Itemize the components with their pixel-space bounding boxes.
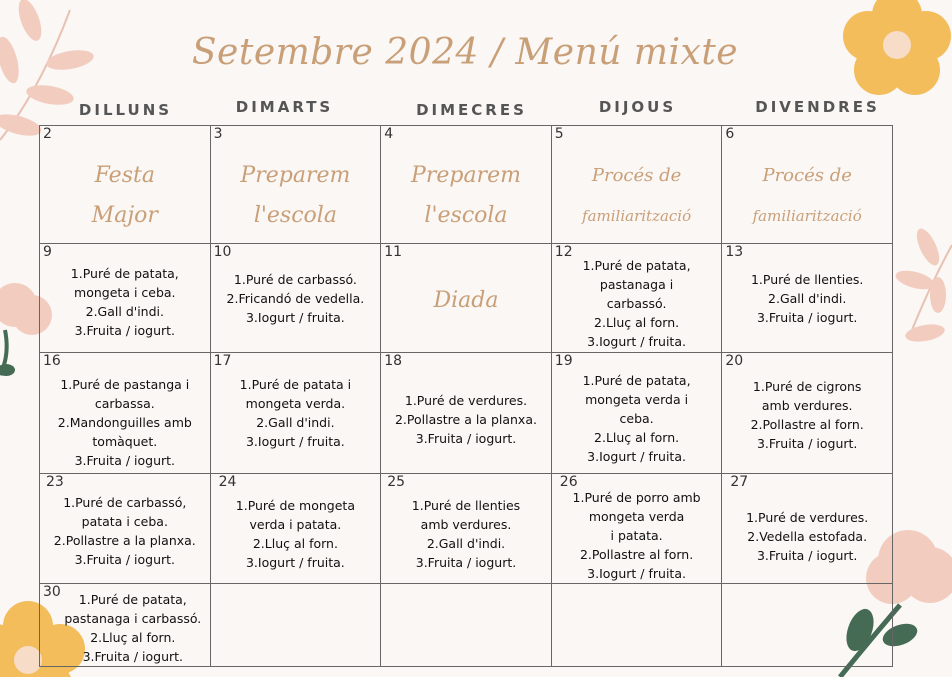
header-dilluns: DILLUNS (78, 101, 173, 119)
day-number: 13 (725, 244, 744, 260)
day-number: 27 (730, 474, 749, 490)
menu-line: 3.Iogurt / fruita. (587, 449, 686, 464)
special-line: Procés de (591, 165, 682, 186)
menu-line: tomàquet. (92, 434, 158, 449)
menu-line: 1.Puré de verdures. (404, 393, 528, 408)
menu-line: amb verdures. (420, 517, 512, 532)
menu-line: 2.Lluç al forn. (252, 536, 338, 551)
menu-line: 3.Fruita / iogurt. (756, 310, 858, 325)
menu-line: 2.Gall d'indi. (256, 415, 335, 430)
menu-line: 1.Puré de mongeta (235, 498, 355, 513)
calendar-cell (210, 474, 381, 584)
menu-line: 1.Puré de carbassó, (63, 495, 187, 510)
calendar-cell-empty (551, 584, 722, 667)
header-dimarts: DIMARTS (235, 98, 334, 116)
day-number: 24 (218, 474, 237, 490)
menu-line: mongeta verda i (585, 392, 689, 407)
day-number: 12 (554, 244, 573, 260)
menu-line: 3.Iogurt / fruita. (245, 555, 345, 570)
menu-line: 2.Vedella estofada. (747, 529, 868, 544)
menu-line: 2.Lluç al forn. (594, 315, 680, 330)
calendar-cell (210, 353, 381, 474)
menu-line: 3.Iogurt / fruita. (245, 434, 345, 449)
special-line: Preparem (240, 163, 351, 188)
day-number: 19 (554, 353, 573, 369)
calendar-cell (722, 353, 893, 474)
menu-line: 3.Fruita / iogurt. (415, 431, 517, 446)
calendar-cell (551, 353, 722, 474)
menu-line: verda i patata. (249, 517, 342, 532)
special-line: l'escola (424, 203, 508, 228)
menu-line: 2.Pollastre a la planxa. (53, 533, 196, 548)
calendar-grid (39, 125, 893, 667)
special-line: Preparem (411, 163, 521, 188)
menu-line: 3.Fruita / iogurt. (74, 453, 176, 468)
calendar-cell-empty (722, 584, 893, 667)
diada-label: Diada (433, 288, 499, 313)
menu-line: 3.Iogurt / fruita. (245, 310, 345, 325)
menu-line: 1.Puré de porro amb (572, 490, 701, 505)
menu-line: ceba. (619, 411, 654, 426)
menu-line: 3.Fruita / iogurt. (82, 649, 184, 664)
special-line: Major (91, 203, 158, 228)
calendar-cell-empty (210, 584, 381, 667)
special-line: Festa (94, 163, 155, 188)
day-number: 5 (554, 126, 564, 142)
menu-line: 1.Puré de llenties (411, 498, 521, 513)
menu-line: 2.Mandonguilles amb (57, 415, 192, 430)
calendar-cell (40, 353, 211, 474)
menu-line: 2.Gall d'indi. (85, 304, 164, 319)
calendar-cell (40, 474, 211, 584)
calendar-cell-empty (381, 584, 552, 667)
menu-line: 3.Fruita / iogurt. (74, 323, 176, 338)
calendar-cell (381, 353, 552, 474)
calendar-cell (381, 244, 552, 353)
menu-line: mongeta i ceba. (74, 285, 176, 300)
calendar-cell (381, 474, 552, 584)
menu-line: 1.Puré de patata, (70, 266, 179, 281)
menu-line: carbassó. (606, 296, 667, 311)
calendar-cell (722, 474, 893, 584)
menu-line: 1.Puré de patata i (239, 377, 352, 392)
calendar-cell (381, 126, 552, 244)
menu-line: pastanaga i carbassó. (64, 611, 202, 626)
menu-line: 2.Pollastre al forn. (750, 417, 864, 432)
day-number: 4 (384, 126, 394, 142)
day-number: 26 (559, 474, 578, 490)
menu-line: i patata. (610, 528, 663, 543)
menu-line: 1.Puré de carbassó. (233, 272, 357, 287)
day-number: 9 (43, 244, 52, 260)
menu-line: patata i ceba. (81, 514, 168, 529)
menu-line: 2.Pollastre al forn. (579, 547, 694, 562)
menu-line: 2.Pollastre a la planxa. (394, 412, 537, 427)
menu-line: mongeta verda. (245, 396, 346, 411)
menu-line: amb verdures. (761, 398, 853, 413)
calendar-cell (40, 584, 211, 667)
day-number: 20 (725, 353, 744, 369)
calendar-cell (40, 126, 211, 244)
menu-line: 1.Puré de patata, (582, 373, 691, 388)
menu-line: 2.Lluç al forn. (594, 430, 680, 445)
day-number: 2 (43, 126, 52, 142)
menu-line: 2.Gall d'indi. (426, 536, 506, 551)
menu-line: 1.Puré de pastanga i (60, 377, 190, 392)
menu-line: 1.Puré de patata, (582, 258, 691, 273)
header-divendres: DIVENDRES (755, 98, 880, 116)
calendar-cell (551, 244, 722, 353)
header-dimecres: DIMECRES (416, 101, 527, 119)
day-number: 30 (43, 584, 61, 600)
menu-line: 3.Fruita / iogurt. (756, 548, 858, 563)
calendar-cell (722, 244, 893, 353)
calendar-cell (210, 244, 381, 353)
floral-decoration-right-icon (890, 225, 952, 345)
menu-line: 2.Gall d'indi. (768, 291, 847, 306)
menu-line: 2.Lluç al forn. (90, 630, 176, 645)
special-line: familiarització (582, 207, 692, 225)
day-number: 18 (384, 353, 403, 369)
special-line: Procés de (762, 165, 852, 186)
calendar-cell (551, 126, 722, 244)
header-dijous: DIJOUS (598, 98, 677, 116)
menu-line: 3.Iogurt / fruita. (587, 566, 686, 581)
day-number: 25 (387, 474, 406, 490)
day-number: 17 (213, 353, 232, 369)
page-title: Setembre 2024 / Menú mixte (191, 32, 739, 73)
day-number: 23 (46, 474, 64, 490)
menu-line: 1.Puré de cigrons (752, 379, 862, 394)
day-number: 16 (43, 353, 61, 369)
day-number: 3 (213, 126, 223, 142)
menu-line: 3.Fruita / iogurt. (74, 552, 176, 567)
menu-line: 1.Puré de verdures. (746, 510, 869, 525)
menu-line: 2.Fricandó de vedella. (226, 291, 365, 306)
special-line: familiarització (752, 207, 862, 225)
menu-line: 1.Puré de llenties. (750, 272, 864, 287)
calendar-cell (722, 126, 893, 244)
calendar-cell (551, 474, 722, 584)
menu-line: 3.Fruita / iogurt. (415, 555, 517, 570)
menu-line: mongeta verda (588, 509, 685, 524)
menu-line: carbassa. (94, 396, 155, 411)
menu-line: 3.Fruita / iogurt. (756, 436, 858, 451)
menu-line: 3.Iogurt / fruita. (587, 334, 686, 349)
special-line: l'escola (253, 203, 337, 228)
calendar-cell (210, 126, 381, 244)
calendar-cell (40, 244, 211, 353)
day-number: 11 (384, 244, 403, 260)
menu-line: 1.Puré de patata, (78, 592, 187, 607)
menu-line: pastanaga i (599, 277, 674, 292)
day-number: 10 (213, 244, 232, 260)
day-number: 6 (725, 126, 735, 142)
